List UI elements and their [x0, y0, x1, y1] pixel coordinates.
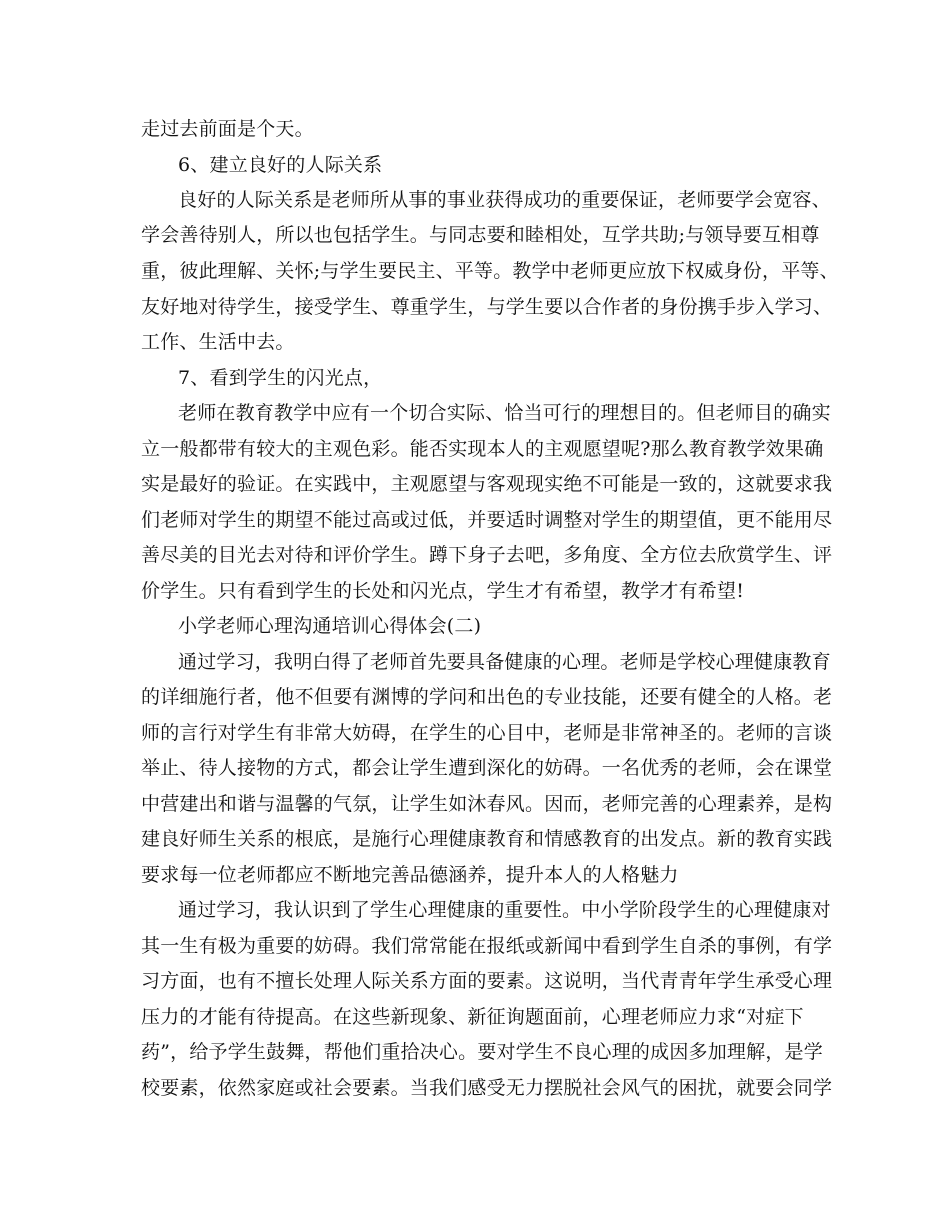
text-line: 压力的才能有待提高。在这些新现象、新征询题面前，心理老师应力求“对症下 [141, 1006, 804, 1028]
text-line: 校要素，依然家庭或社会要素。当我们感受无力摆脱社会风气的困扰，就要会同学 [141, 1077, 833, 1099]
text-line: 建良好师生关系的根底，是施行心理健康教育和情感教育的出发点。新的教育实践 [141, 828, 833, 850]
text-line: 师的言行对学生有非常大妨碍，在学生的心目中，老师是非常神圣的。老师的言谈 [141, 722, 833, 744]
text-line: 习方面，也有不擅长处理人际关系方面的要素。这说明，当代青青年学生承受心理 [141, 970, 833, 992]
text-line: 们老师对学生的期望不能过高或过低，并要适时调整对学生的期望值，更不能用尽 [141, 509, 833, 531]
text-line: 举止、待人接物的方式，都会让学生遭到深化的妨碍。一名优秀的老师，会在课堂 [141, 757, 833, 779]
text-line: 中营建出和谐与温馨的气氛，让学生如沐春风。因而，老师完善的心理素养，是构 [141, 793, 833, 815]
section-heading: 6、建立良好的人际关系 [178, 154, 383, 176]
text-line: 的详细施行者，他不但要有渊博的学问和出色的专业技能，还要有健全的人格。老 [141, 686, 833, 708]
text-line: 老师在教育教学中应有一个切合实际、恰当可行的理想目的。但老师目的确实 [178, 402, 831, 424]
text-line: 走过去前面是个天。 [141, 118, 314, 140]
text-line: 实是最好的验证。在实践中，主观愿望与客观现实绝不可能是一致的，这就要求我 [141, 473, 833, 495]
text-line: 善尽美的目光去对待和评价学生。蹲下身子去吧，多角度、全方位去欣赏学生、评 [141, 544, 833, 566]
text-line: 通过学习，我明白得了老师首先要具备健康的心理。老师是学校心理健康教育 [178, 651, 831, 673]
document-subtitle: 小学老师心理沟通培训心得体会(二) [178, 615, 482, 637]
text-line: 其一生有极为重要的妨碍。我们常常能在报纸或新闻中看到学生自杀的事例，有学 [141, 935, 833, 957]
text-line: 学会善待别人，所以也包括学生。与同志要和睦相处，互学共助;与领导要互相尊 [141, 224, 820, 246]
text-line: 友好地对待学生，接受学生、尊重学生，与学生要以合作者的身份携手步入学习、 [141, 296, 833, 318]
text-line: 药”，给予学生鼓舞，帮他们重拾决心。要对学生不良心理的成因多加理解，是学 [141, 1041, 823, 1063]
text-line: 价学生。只有看到学生的长处和闪光点，学生才有希望，教学才有希望! [141, 580, 745, 602]
text-line: 立一般都带有较大的主观色彩。能否实现本人的主观愿望呢?那么教育教学效果确 [141, 438, 824, 460]
text-line: 通过学习，我认识到了学生心理健康的重要性。中小学阶段学生的心理健康对 [178, 899, 831, 921]
section-heading: 7、看到学生的闪光点， [178, 367, 383, 389]
text-line: 工作、生活中去。 [141, 331, 295, 353]
text-line: 重，彼此理解、关怀;与学生要民主、平等。教学中老师更应放下权威身份，平等、 [141, 260, 839, 282]
text-line: 良好的人际关系是老师所从事的事业获得成功的重要保证，老师要学会宽容、 [178, 189, 831, 211]
text-line: 要求每一位老师都应不断地完善品德涵养，提升本人的人格魅力 [141, 864, 679, 886]
